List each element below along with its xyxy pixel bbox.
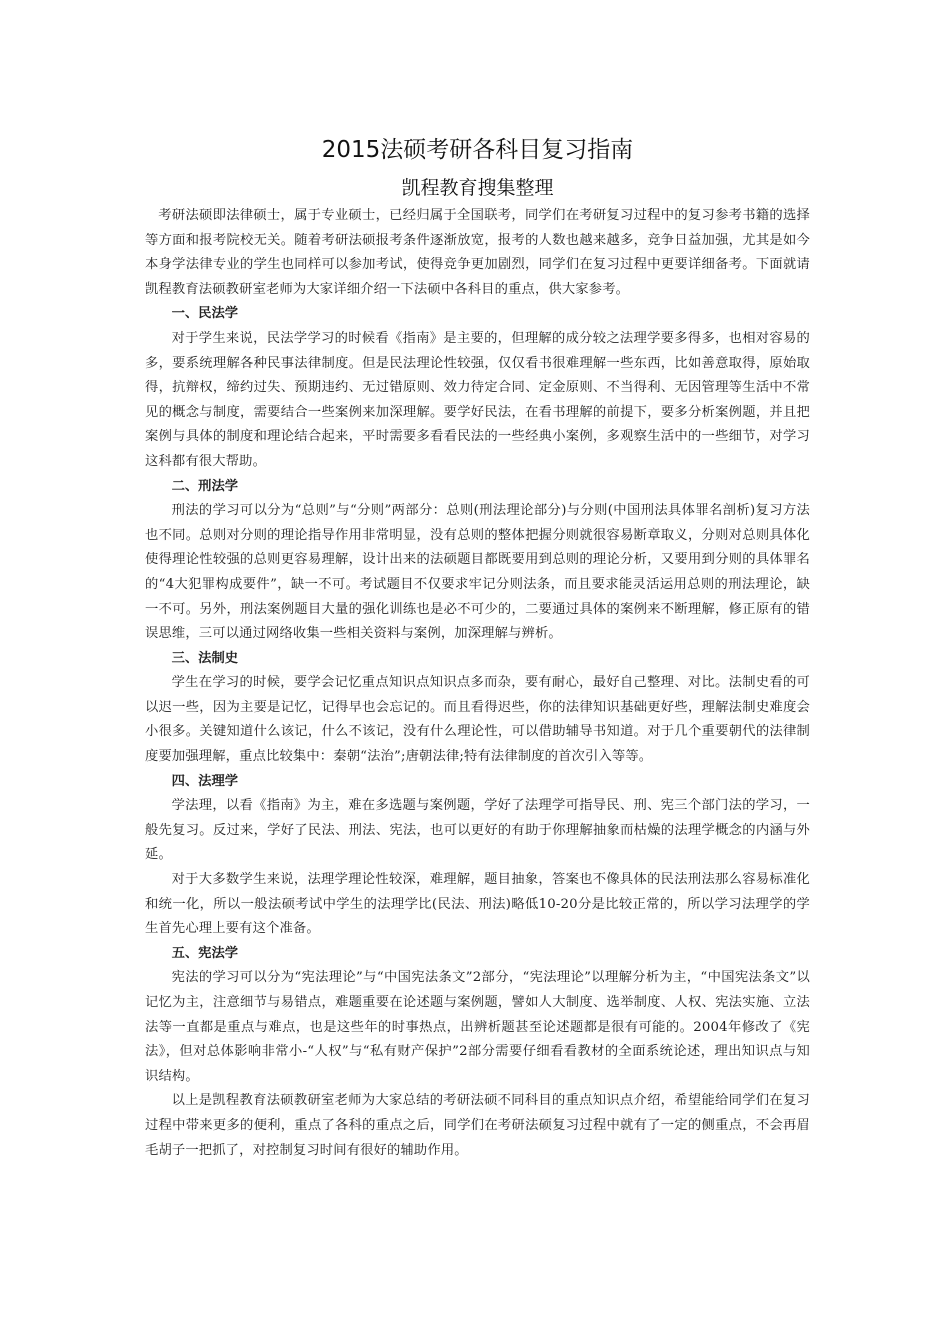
section-paragraph: 宪法的学习可以分为“宪法理论”与“中国宪法条文”2部分，“宪法理论”以理解分析为主，“中国宪法条文”以记忆为主，注意细节与易错点，难题重要在论述题与案例题，譬如人大制度、选举制度、人权、宪法实施、立法法等一直都是重点与难点，也是这些年的时事热点，出辨析题甚至论述题都是很有可能的。2004年修改了《宪法》，但对总体影响非常小-“人权”与“私有财产保护”2部分需要仔细看看教材的全面系统论述，理出知识点与知识结构。 <box>145 970 810 1084</box>
section-heading: 一、民法学 <box>171 306 239 322</box>
section-paragraph: 学法理，以看《指南》为主，难在多选题与案例题，学好了法理学可指导民、刑、宪三个部门法的学习，一般先复习。反过来，学好了民法、刑法、宪法，也可以更好的有助于你理解抽象而枯燥的法理学概念的内涵与外延。 <box>145 798 810 863</box>
page-subtitle: 凯程教育搜集整理 <box>401 177 554 199</box>
page-title: 2015法硕考研各科目复习指南 <box>321 137 634 163</box>
section-paragraph: 刑法的学习可以分为“总则”与“分则”两部分：总则(刑法理论部分)与分则(中国刑法具体罪名剖析)复习方法也不同。总则对分则的理论指导作用非常明显，没有总则的整体把握分则就很容易断章取义，分则对总则具体化使得理论性较强的总则更容易理解，设计出来的法硕题目都既要用到总则的理论分析，又要用到分则的具体罪名的“4大犯罪构成要件”，缺一不可。考试题目不仅要求牢记分则法条，而且要求能灵活运用总则的刑法理论，缺一不可。另外，刑法案例题目大量的强化训练也是必不可少的，二要通过具体的案例来不断理解，修正原有的错误思维，三可以通过网络收集一些相关资料与案例，加深理解与辨析。 <box>145 503 810 642</box>
section-paragraph: 学生在学习的时候，要学会记忆重点知识点知识点多而杂，要有耐心，最好自己整理、对比。法制史看的可以迟一些，因为主要是记忆，记得早也会忘记的。而且看得迟些，你的法律知识基础更好些，理解法制史难度会小很多。关键知道什么该记，什么不该记，没有什么理论性，可以借助辅导书知道。对于几个重要朝代的法律制度要加强理解，重点比较集中：秦朝“法治”;唐朝法律;特有法律制度的首次引入等等。 <box>145 675 810 765</box>
closing-paragraph: 以上是凯程教育法硕教研室老师为大家总结的考研法硕不同科目的重点知识点介绍，希望能给同学们在复习过程中带来更多的便利，重点了各科的重点之后，同学们在考研法硕复习过程中就有了一定的侧重点，不会再眉毛胡子一把抓了，对控制复习时间有很好的辅助作用。 <box>145 1093 810 1158</box>
section-heading: 五、宪法学 <box>171 945 239 961</box>
section-jurisprudence <box>145 770 810 942</box>
document-page <box>145 132 810 1163</box>
section-civil-law <box>145 302 810 474</box>
section-legal-history <box>145 647 810 770</box>
intro-paragraph: 考研法硕即法律硕士，属于专业硕士，已经归属于全国联考，同学们在考研复习过程中的复习参考书籍的选择等方面和报考院校无关。随着考研法硕报考条件逐渐放宽，报考的人数也越来越多，竞争日益加强，尤其是如今本身学法律专业的学生也同样可以参加考试，使得竞争更加剧烈，同学们在复习过程中更要详细备考。下面就请凯程教育法硕教研室老师为大家详细介绍一下法硕中各科目的重点，供大家参考。 <box>145 208 810 297</box>
section-heading: 二、刑法学 <box>171 478 239 494</box>
section-paragraph: 对于大多数学生来说，法理学理论性较深，难理解，题目抽象，答案也不像具体的民法刑法那么容易标准化和统一化，所以一般法硕考试中学生的法理学比(民法、刑法)略低10-20分是比较正常的，所以学习法理学的学生首先心理上要有这个准备。 <box>145 872 810 937</box>
section-paragraph: 对于学生来说，民法学学习的时候看《指南》是主要的，但理解的成分较之法理学要多得多，也相对容易的多，要系统理解各种民事法律制度。但是民法理论性较强，仅仅看书很难理解一些东西，比如善意取得，原始取得，抗辩权，缔约过失、预期违约、无过错原则、效力待定合同、定金原则、不当得利、无因管理等生活中不常见的概念与制度，需要结合一些案例来加深理解。要学好民法，在看书理解的前提下，要多分析案例题，并且把案例与具体的制度和理论结合起来，平时需要多看看民法的一些经典小案例，多观察生活中的一些细节，对学习这科都有很大帮助。 <box>145 330 810 469</box>
section-heading: 三、法制史 <box>171 650 239 666</box>
section-criminal-law <box>145 475 810 647</box>
section-heading: 四、法理学 <box>171 773 239 789</box>
section-constitutional-law <box>145 942 810 1163</box>
